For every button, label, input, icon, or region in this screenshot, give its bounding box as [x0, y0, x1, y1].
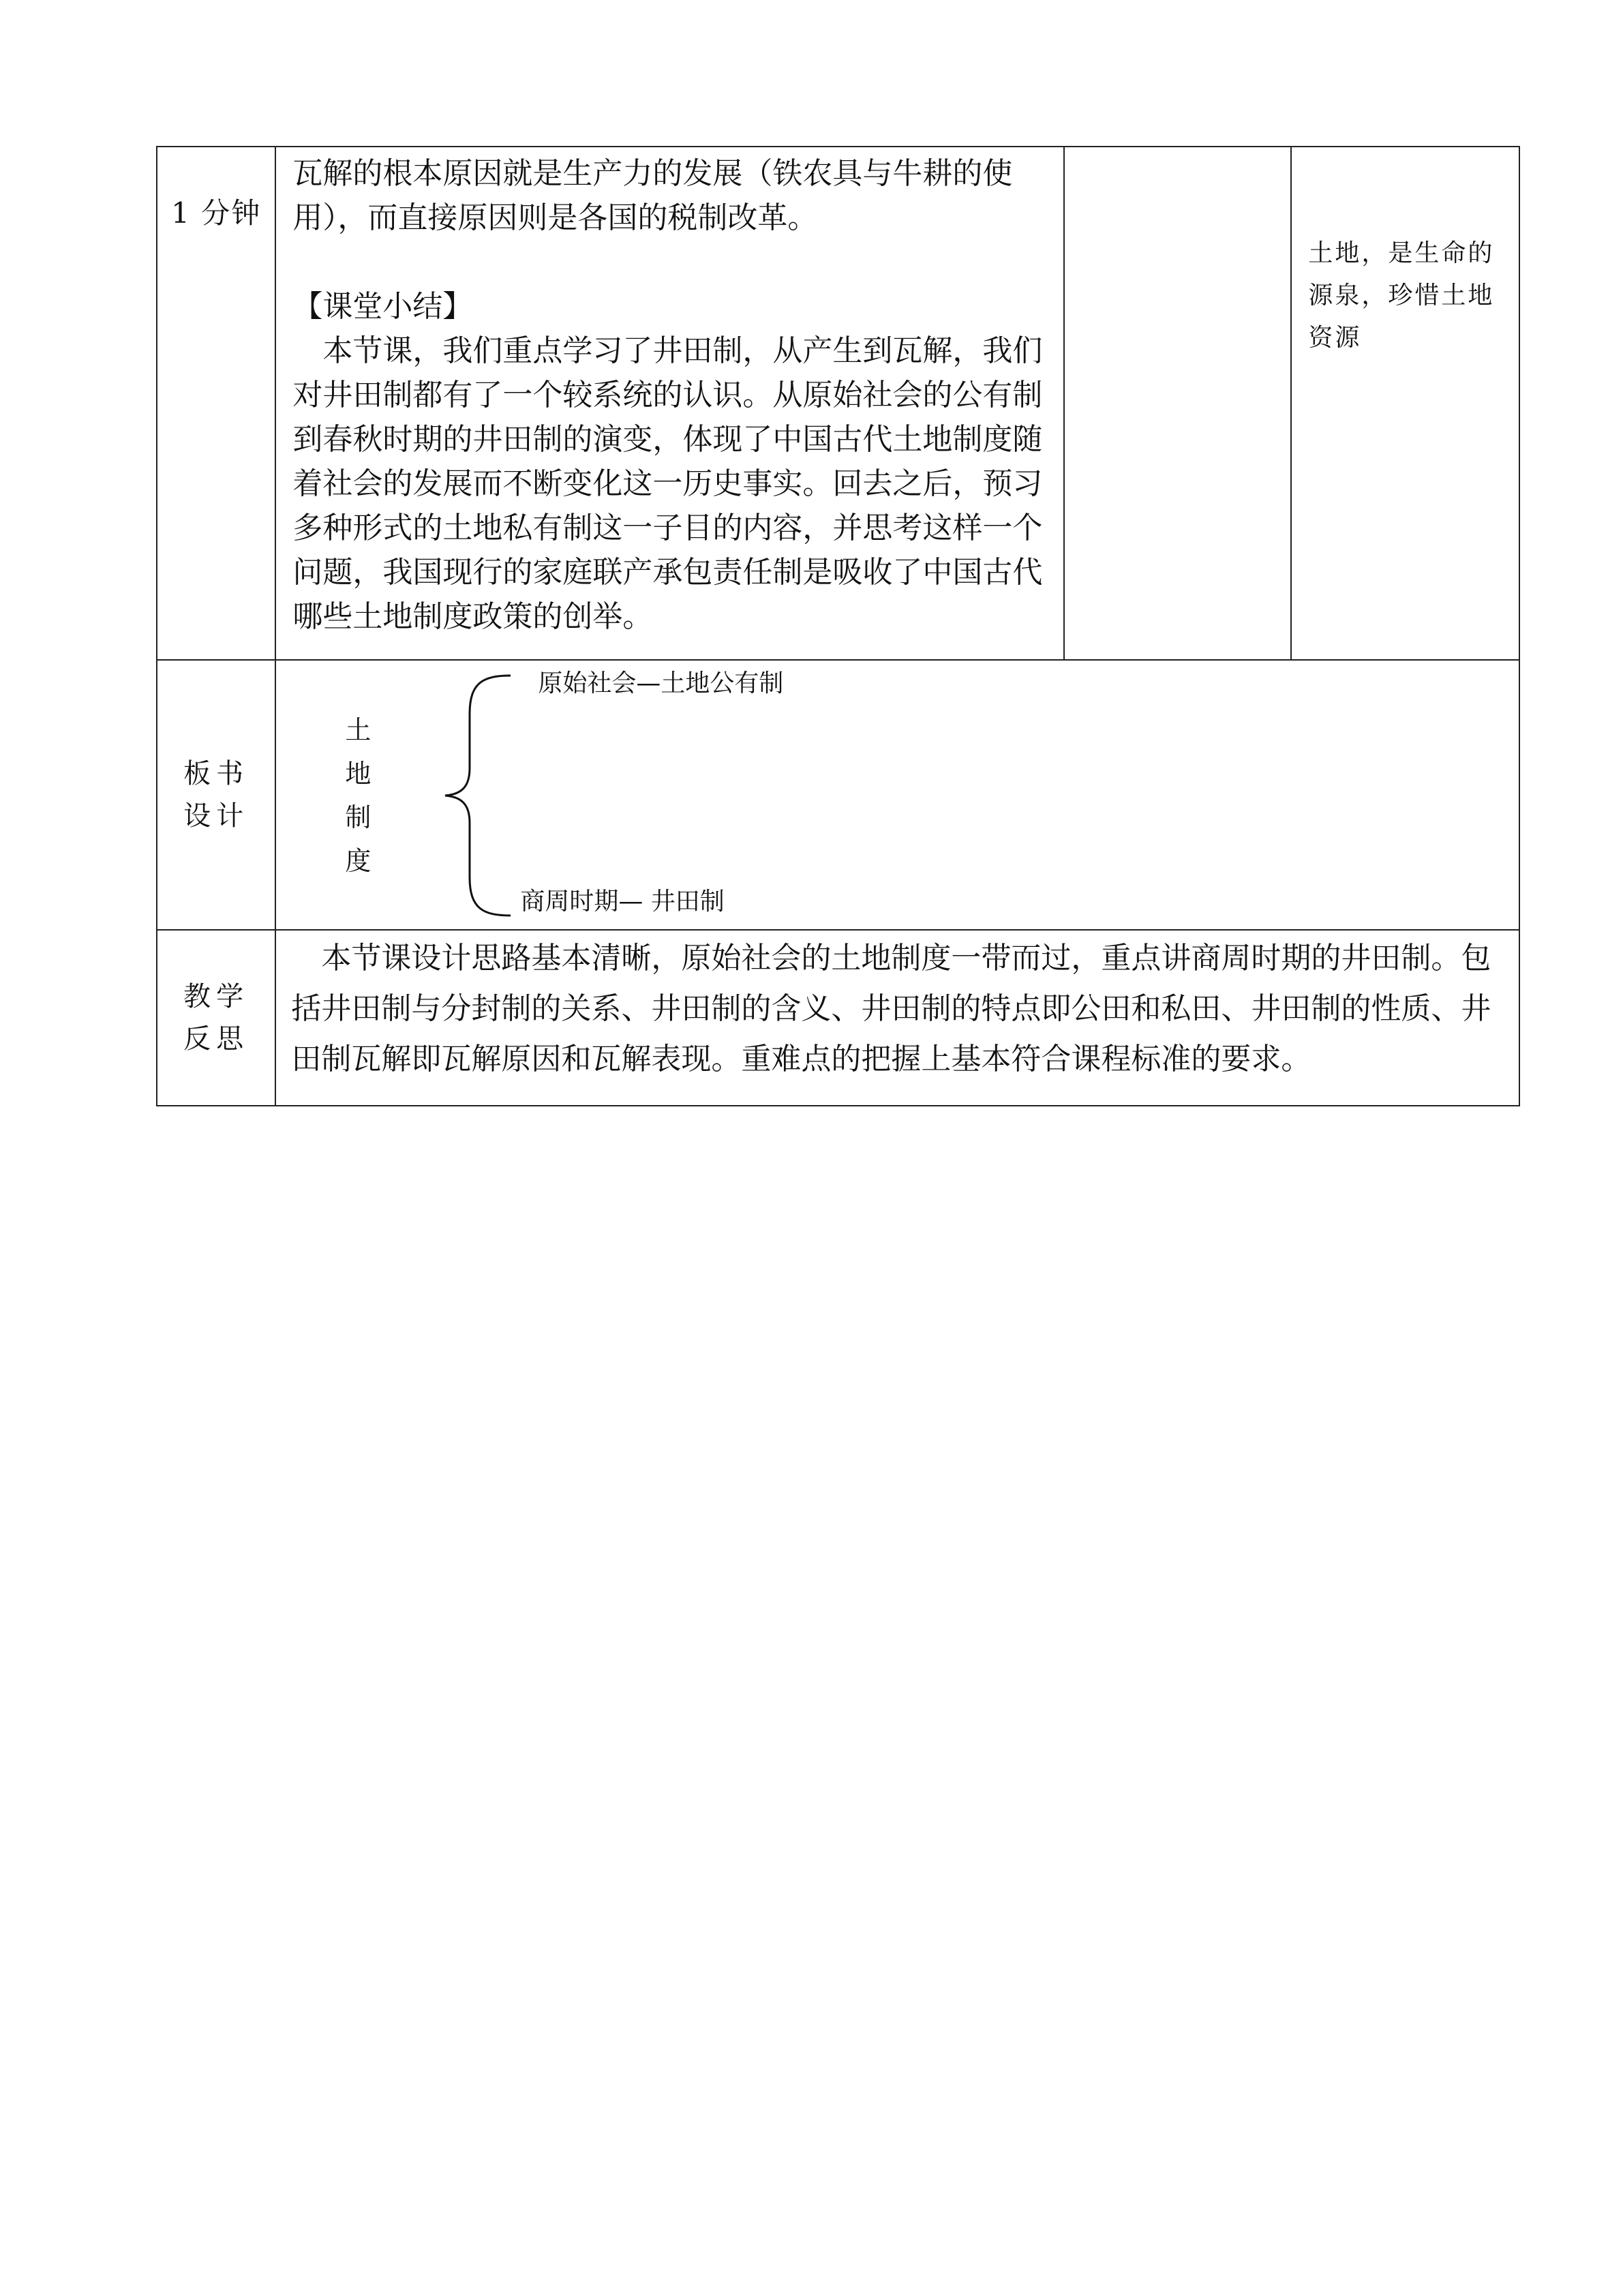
reflection-text: 本节课设计思路基本清晰，原始社会的土地制度一带而过，重点讲商周时期的井田制。包括井田制与分封制的关系、井田制的含义、井田制的特点即公田和私田、井田制的性质、井田制瓦解即瓦解原因和瓦解表现。重难点的把握上基本符合课程标准的要求。 — [275, 930, 1519, 1106]
term-char: 土 — [345, 715, 371, 745]
reflection-label-line-2: 反思 — [183, 1023, 249, 1055]
student-activity-cell — [1064, 147, 1292, 660]
vertical-term — [337, 708, 378, 883]
content-cell — [275, 147, 1063, 660]
board-diagram — [276, 661, 1519, 929]
board-label-line-1: 板书 — [183, 758, 249, 789]
branch-top: 原始社会—土地公有制 — [538, 669, 784, 697]
board-design-cell — [275, 660, 1519, 930]
summary-body: 本节课，我们重点学习了井田制，从产生到瓦解，我们对井田制都有了一个较系统的认识。从原始社会的公有制到春秋时期的井田制的演变，体现了中国古代土地制度随着社会的发展而不断变化这一历史事实。回去之后，预习多种形式的土地私有制这一子目的内容，并思考这样一个问题，我国现行的家庭联产承包责任制是吸收了中国古代哪些土地制度政策的创举。 — [292, 333, 1043, 634]
branch-bottom: 商周时期— 井田制 — [520, 888, 725, 916]
content-line-1: 瓦解的根本原因就是生产力的发展（铁农具与牛耕的使用），而直接原因则是各国的税制改革。 — [292, 156, 1013, 235]
reflection-label — [157, 930, 275, 1106]
design-intent-cell: 土地，是生命的源泉，珍惜土地资源 — [1291, 147, 1519, 660]
term-char: 制 — [345, 802, 371, 832]
lesson-plan-table — [156, 146, 1520, 1106]
board-design-label — [157, 660, 275, 930]
summary-heading: 【课堂小结】 — [292, 289, 473, 324]
board-label-line-2: 设计 — [183, 800, 249, 832]
spacer — [292, 240, 1052, 284]
term-char: 度 — [345, 846, 371, 876]
board-design-row — [157, 660, 1519, 930]
reflection-label-line-1: 教学 — [183, 981, 249, 1012]
curly-brace-icon — [442, 673, 517, 918]
reflection-row — [157, 930, 1519, 1106]
term-char: 地 — [345, 759, 371, 789]
time-cell: 1 分钟 — [157, 147, 275, 660]
lesson-row — [157, 147, 1519, 660]
